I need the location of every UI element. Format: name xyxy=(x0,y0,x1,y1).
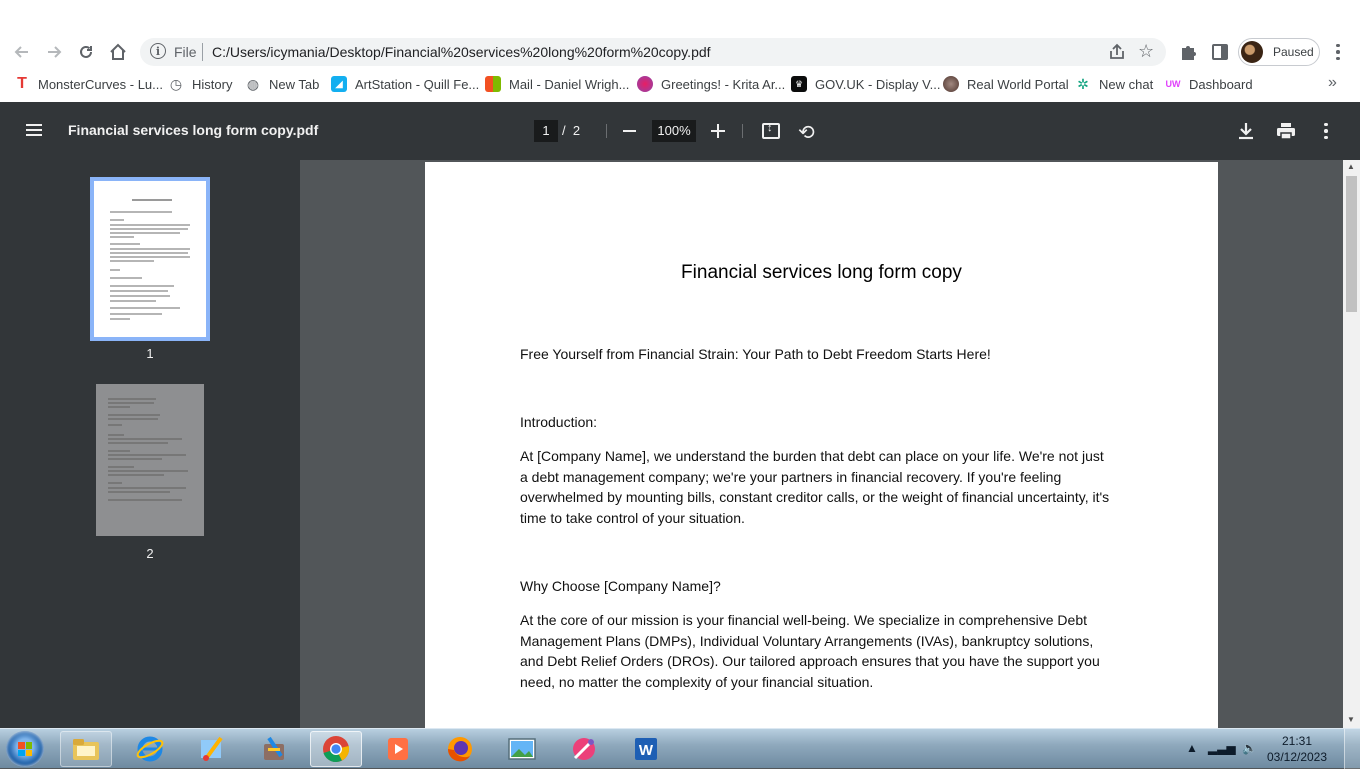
browser-menu-icon[interactable] xyxy=(1330,40,1346,64)
more-actions-icon[interactable] xyxy=(1318,121,1334,141)
clock-time: 21:31 xyxy=(1281,734,1313,748)
microsoft-icon xyxy=(485,76,501,92)
side-panel-icon[interactable] xyxy=(1212,44,1228,60)
taskbar-paint-tool[interactable] xyxy=(186,731,238,767)
forward-button[interactable] xyxy=(40,38,68,66)
document-headline: Free Yourself from Financial Strain: Your Path to Debt Freedom Starts Here! xyxy=(520,346,991,362)
pdf-title: Financial services long form copy.pdf xyxy=(68,122,319,138)
browser-toolbar xyxy=(0,36,1360,68)
url-text[interactable]: C:/Users/icymania/Desktop/Financial%20services%20long%20form%20copy.pdf xyxy=(212,44,711,60)
pdf-page-1 xyxy=(425,162,1218,728)
section-heading-why-choose: Why Choose [Company Name]? xyxy=(520,578,721,594)
zoom-in-button[interactable] xyxy=(711,124,725,138)
zoom-input[interactable]: 100% xyxy=(652,120,696,142)
taskbar-firefox[interactable] xyxy=(434,731,486,767)
zoom-out-button[interactable] xyxy=(623,130,636,132)
document-title: Financial services long form copy xyxy=(681,262,962,283)
bookmark-label: MonsterCurves - Lu... xyxy=(38,76,163,92)
page-number-input[interactable]: 1 xyxy=(534,120,558,142)
toolbar-divider xyxy=(606,124,607,138)
krita-icon xyxy=(569,734,599,764)
section-heading-introduction: Introduction: xyxy=(520,414,598,430)
extensions-puzzle-icon[interactable] xyxy=(1178,42,1198,62)
bookmark-history[interactable] xyxy=(168,74,232,94)
scheme-label: File xyxy=(174,44,197,60)
network-signal-icon[interactable]: ▂▃▅ xyxy=(1207,741,1236,755)
bookmark-label: New Tab xyxy=(269,76,320,92)
avatar xyxy=(1241,41,1263,63)
tray-expand-icon[interactable]: ▲ xyxy=(1186,741,1198,755)
pdf-toolbar xyxy=(0,102,1360,160)
taskbar-image-viewer[interactable] xyxy=(496,731,548,767)
clock-date: 03/12/2023 xyxy=(1266,750,1328,764)
download-icon[interactable] xyxy=(1237,121,1255,141)
bookmarks-bar xyxy=(0,72,1360,96)
omnibox-divider xyxy=(202,43,203,61)
paint-brush-icon xyxy=(197,734,227,764)
taskbar-word[interactable] xyxy=(620,731,672,767)
profile-button[interactable] xyxy=(1238,38,1320,66)
picture-icon xyxy=(506,735,538,763)
scrollbar-thumb[interactable] xyxy=(1346,176,1357,312)
taskbar-file-explorer[interactable] xyxy=(60,731,112,767)
print-icon[interactable] xyxy=(1276,122,1296,140)
bookmark-real-world[interactable] xyxy=(943,74,1069,94)
taskbar-media-player[interactable] xyxy=(372,731,424,767)
arrow-right-icon xyxy=(46,44,62,60)
bookmark-star-icon[interactable]: ☆ xyxy=(1138,41,1155,61)
arrow-left-icon xyxy=(14,44,30,60)
govuk-crown-icon: ♛ xyxy=(791,76,807,92)
paragraph-introduction: At [Company Name], we understand the burden that debt can place on your life. We're not just a debt management company; we're your partners in financial recovery. If you're feeling overwhelmed by mounting bills, constant creditor calls, or the weight of financial uncertainty, it's time to take control of your situation. xyxy=(520,448,1110,526)
scroll-down-arrow-icon[interactable]: ▼ xyxy=(1347,715,1355,724)
browser-chrome xyxy=(0,0,1360,102)
home-icon xyxy=(109,43,127,61)
back-button[interactable] xyxy=(8,38,36,66)
reload-icon xyxy=(78,44,94,60)
start-button[interactable] xyxy=(6,731,44,767)
windows-logo-icon xyxy=(18,742,32,756)
rotate-icon[interactable]: ⟲ xyxy=(798,122,815,144)
system-tray-icons[interactable] xyxy=(1186,741,1257,755)
share-icon[interactable] xyxy=(1108,43,1126,61)
show-desktop-button[interactable] xyxy=(1344,729,1360,769)
word-icon xyxy=(631,734,661,764)
bookmark-new-tab[interactable] xyxy=(245,74,319,94)
firefox-icon xyxy=(445,734,475,764)
media-player-icon xyxy=(383,734,413,764)
bookmark-label: History xyxy=(192,76,233,92)
info-icon[interactable]: i xyxy=(150,43,166,59)
ie-icon xyxy=(135,734,165,764)
thumbnail-sidebar xyxy=(0,160,300,728)
monstercurves-icon: T xyxy=(17,75,27,92)
bookmark-label: Real World Portal xyxy=(967,76,1069,92)
thumbnail-label-1: 1 xyxy=(146,346,154,361)
bookmark-dashboard[interactable] xyxy=(1165,74,1253,94)
history-icon: ◷ xyxy=(169,75,183,92)
reload-button[interactable] xyxy=(72,38,100,66)
fit-to-page-icon[interactable] xyxy=(762,123,780,139)
bookmark-label: ArtStation - Quill Fe... xyxy=(355,76,480,92)
bookmark-label: Mail - Daniel Wrigh... xyxy=(509,76,630,92)
total-pages: 2 xyxy=(572,123,581,138)
profile-status: Paused xyxy=(1273,45,1314,59)
home-button[interactable] xyxy=(104,38,132,66)
vertical-scrollbar[interactable] xyxy=(1343,160,1360,728)
paragraph-why-choose: At the core of our mission is your financial well-being. We specialize in comprehensive Debt Management Plans (DMPs), Individual Voluntary Arrangements (IVAs), bankruptcy solutions, and Debt Relief Orders (DROs). Our tailored approach ensures that you have the support you need, no matter the complexity of your financial situation. xyxy=(520,612,1100,690)
realworld-icon xyxy=(943,76,959,92)
chatgpt-icon: ✲ xyxy=(1077,75,1089,92)
chrome-icon xyxy=(321,734,351,764)
taskbar-tools[interactable] xyxy=(248,731,300,767)
address-bar[interactable] xyxy=(140,38,1166,66)
bookmark-artstation[interactable] xyxy=(331,74,479,94)
folder-icon xyxy=(71,736,101,762)
bookmark-label: GOV.UK - Display V... xyxy=(815,76,941,92)
toolbox-icon xyxy=(259,734,289,764)
page-separator: / xyxy=(562,123,566,138)
taskbar-internet-explorer[interactable] xyxy=(124,731,176,767)
bookmark-govuk[interactable] xyxy=(791,74,940,94)
upwork-icon: UW xyxy=(1165,79,1181,89)
document-viewport[interactable] xyxy=(300,160,1343,728)
chevron-double-right-icon[interactable]: » xyxy=(1328,74,1337,91)
scroll-up-arrow-icon[interactable]: ▲ xyxy=(1347,162,1355,171)
windows-taskbar xyxy=(0,728,1360,768)
bookmark-mail[interactable] xyxy=(485,74,629,94)
artstation-icon: ◢ xyxy=(331,76,347,92)
taskbar-krita[interactable] xyxy=(558,731,610,767)
globe-icon: ◍ xyxy=(246,75,260,92)
bookmark-label: Greetings! - Krita Ar... xyxy=(661,76,786,92)
bookmark-label: New chat xyxy=(1099,76,1154,92)
bookmark-label: Dashboard xyxy=(1189,76,1253,92)
bookmark-new-chat[interactable] xyxy=(1075,74,1153,94)
thumbnail-label-2: 2 xyxy=(146,546,154,561)
bookmark-krita[interactable] xyxy=(637,74,785,94)
toolbar-divider xyxy=(742,124,743,138)
thumb-title-line xyxy=(132,199,172,201)
volume-icon[interactable]: 🔈 xyxy=(1242,741,1258,755)
bookmark-monstercurves[interactable] xyxy=(14,74,163,94)
page-total xyxy=(562,123,580,138)
taskbar-clock[interactable] xyxy=(1262,733,1332,765)
krita-icon xyxy=(637,76,653,92)
taskbar-chrome[interactable] xyxy=(310,731,362,767)
svg-text:W: W xyxy=(638,742,654,759)
page-thumbnail-2[interactable] xyxy=(96,384,204,536)
menu-hamburger-icon[interactable] xyxy=(26,124,42,136)
page-thumbnail-1[interactable] xyxy=(90,177,210,341)
